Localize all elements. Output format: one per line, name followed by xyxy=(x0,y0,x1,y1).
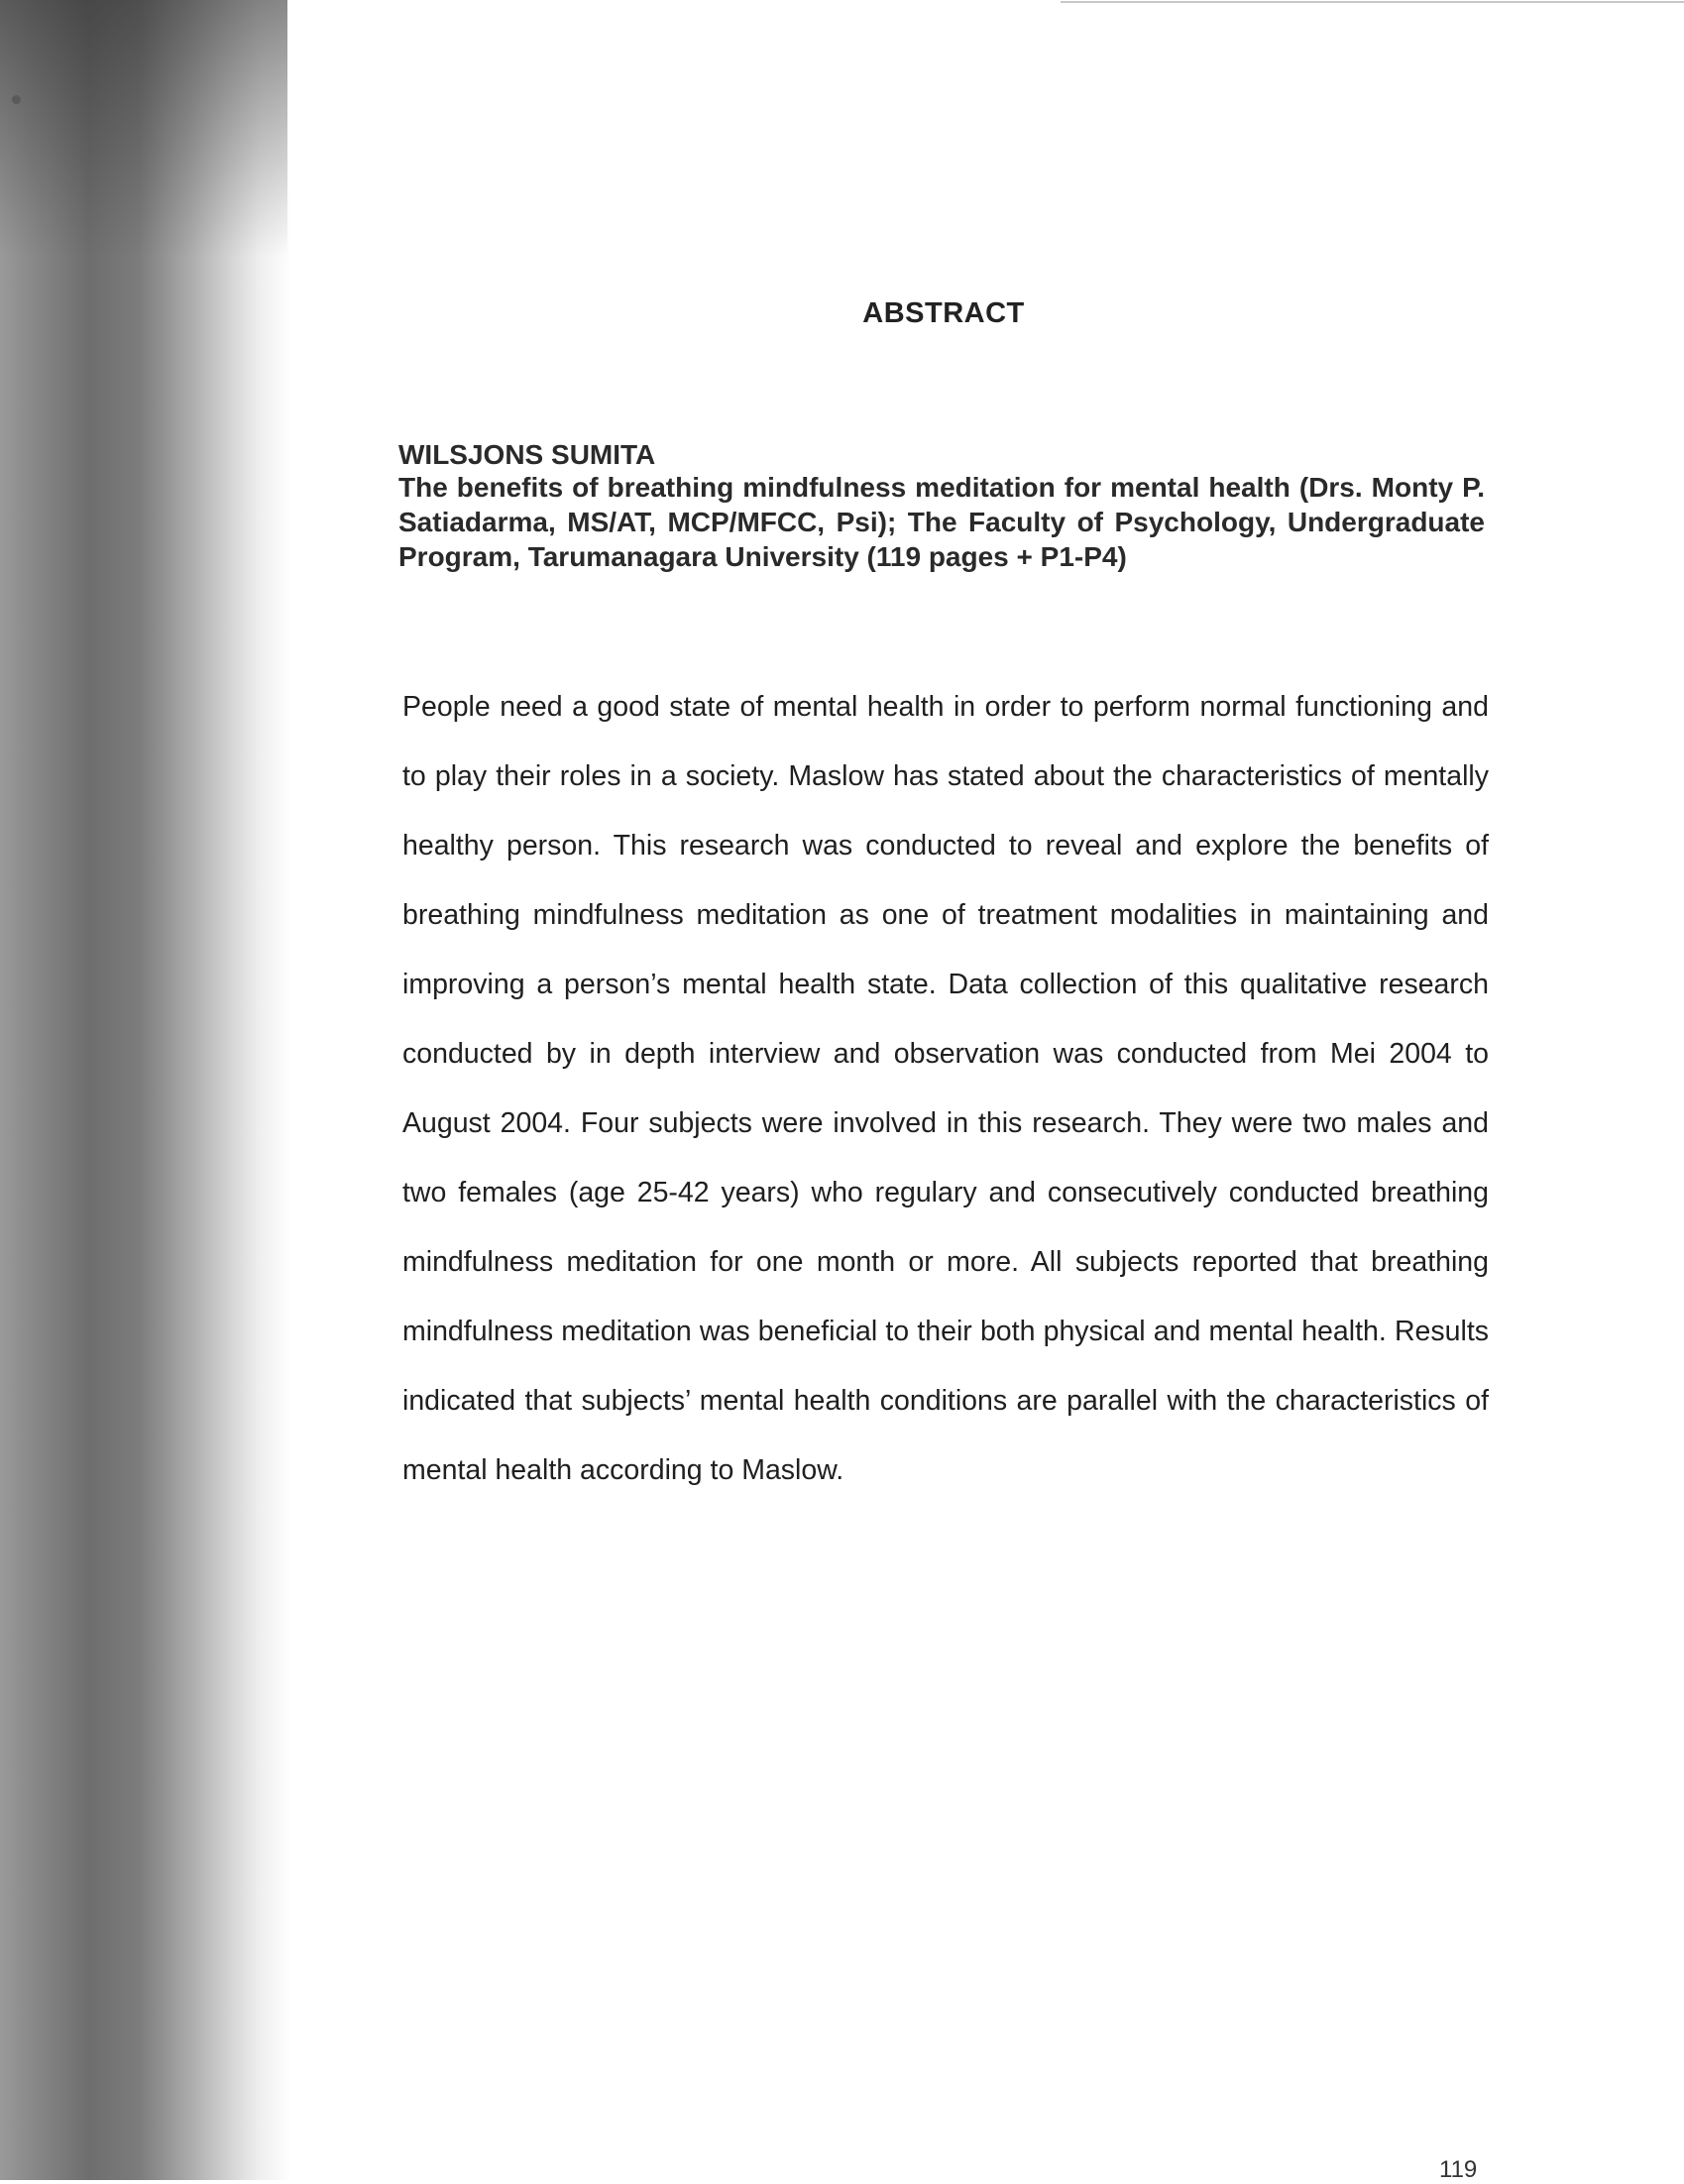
page-number: 119 xyxy=(1439,2156,1478,2183)
thesis-citation: The benefits of breathing mindfulness meditation for mental health (Drs. Monty P. Satiadarma, MS/AT, MCP/MFCC, Psi); The Faculty of Psychology, Undergraduate Program, Tarumanagara University (119 pages + P1-P4) xyxy=(398,472,1485,572)
abstract-heading: ABSTRACT xyxy=(862,297,1025,329)
scan-binding-shadow xyxy=(0,0,297,2180)
author-name: WILSJONS SUMITA xyxy=(398,439,656,470)
page-top-edge xyxy=(1061,1,1684,3)
abstract-body: People need a good state of mental health in order to perform normal functioning and to play their roles in a society. Maslow has stated about the characteristics of mentally healthy person. This research was conducted to reveal and explore the benefits of breathing mindfulness meditation as one of treatment modalities in maintaining and improving a person’s mental health state. Data collection of this qualitative research conducted by in depth interview and observation was conducted from Mei 2004 to August 2004. Four subjects were involved in this research. They were two males and two females (age 25-42 years) who regulary and consecutively conducted breathing mindfulness meditation for one month or more. All subjects reported that breathing mindfulness meditation was beneficial to their both physical and mental health. Results indicated that subjects’ mental health conditions are parallel with the characteristics of mental health according to Maslow. xyxy=(402,691,1489,1486)
binding-shadow-top xyxy=(0,0,287,258)
binding-hole-mark xyxy=(12,95,21,104)
